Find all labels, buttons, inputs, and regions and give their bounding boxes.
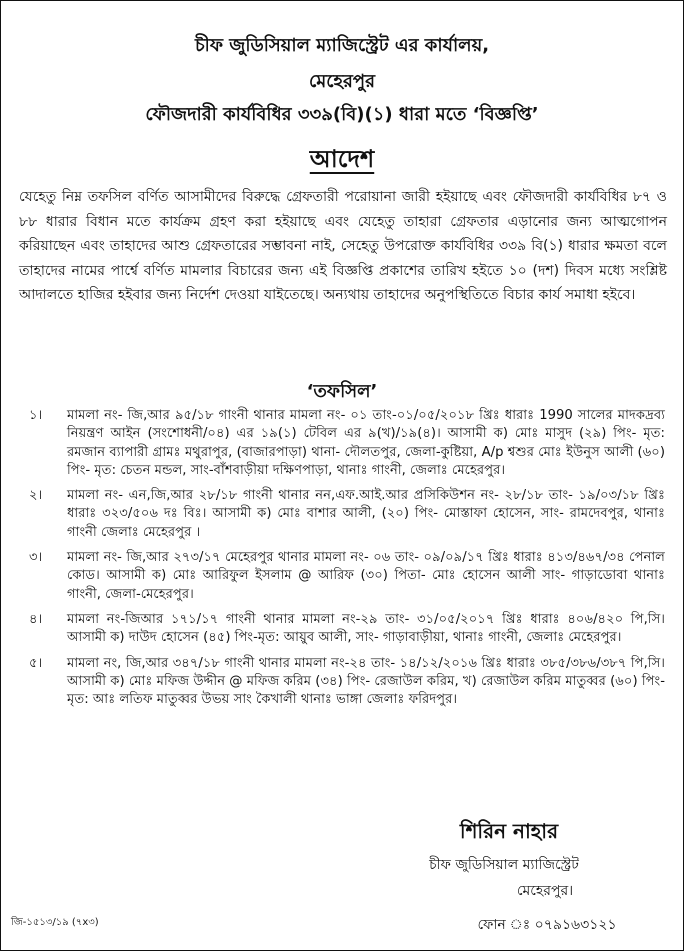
schedule-title: ‘তফসিল’ bbox=[306, 381, 378, 402]
case-number: ৩। bbox=[29, 550, 43, 566]
case-number: ২। bbox=[29, 488, 43, 504]
case-item bbox=[29, 407, 665, 480]
footer-code: জি-১৫১৩/১৯ (৭x৩) bbox=[11, 917, 99, 928]
order-title-text: আদেশ bbox=[309, 145, 375, 173]
signatory-designation: চীফ জুডিসিয়াল ম্যাজিস্ট্রেট bbox=[429, 857, 579, 873]
case-item bbox=[29, 549, 665, 604]
office-heading: চীফ জুডিসিয়াল ম্যাজিস্ট্রেট এর কার্যালয়, bbox=[194, 35, 490, 56]
case-list bbox=[29, 407, 665, 716]
case-number: ৪। bbox=[29, 611, 43, 627]
order-title bbox=[1, 141, 683, 181]
signatory-name: শিরিন নাহার bbox=[459, 819, 559, 843]
signatory-place: মেহেরপুর। bbox=[516, 883, 574, 899]
case-item bbox=[29, 487, 665, 542]
case-text: মামলা নং, জি,আর ৩৪৭/১৮ গাংনী থানার মামলা নং-২৪ তাং- ১৪/১২/২০১৬ খ্রিঃ ধারাঃ ৩৮৫/৩৮৬/৩৮৭ পি,সি। আসামী ক) মোঃ মফিজ উদ্দীন @ মফিজ করিম (৩৪) পিং- রেজাউল করিম, খ) রেজাউল করিম মাতুব্বর (৬০) পিং- মৃত: আঃ লতিফ মাতুব্বর উভয় সাং কৈখালী থানাঃ ভাঙ্গা জেলাঃ ফরিদপুর। bbox=[67, 655, 665, 708]
case-text: মামলা নং- এন,জি,আর ২৮/১৮ গাংনী থানার নন,এফ.আই.আর প্রসিকিউশন নং- ২৮/১৮ তাং- ১৯/০৩/১৮ খ্রিঃ ধারাঃ ৩২৩/৫০৬ দঃ বিঃ। আসামী ক) মোঃ বাশার আলী, (২০) পিং- মোস্তাফা হোসেন, সাং- রামদেবপুর, থানাঃ গাংনী জেলাঃ মেহেরপুর । bbox=[67, 488, 665, 540]
case-number: ১। bbox=[29, 408, 43, 423]
case-number: ৫। bbox=[29, 655, 43, 671]
case-text: মামলা নং-জিআর ১৭১/১৭ গাংনী থানার মামলা নং-২৯ তাং- ৩১/০৫/২০১৭ খ্রিঃ ধারাঃ ৪০৬/৪২০ পি,সি। আসামী ক) দাউদ হোসেন (৪৫) পিং-মৃত: আয়ুব আলী, সাং- গাড়াবাড়ীয়া, থানাঃ গাংনী, জেলাঃ মেহেরপুর। bbox=[67, 611, 665, 646]
phone-number: ফোন ঃ ০৭৯১৬৩১২১ bbox=[477, 917, 617, 933]
notice-heading: ফৌজদারী কার্যবিধির ৩৩৯(বি)(১) ধারা মতে ‘বিজ্ঞপ্তি’ bbox=[145, 104, 539, 125]
case-text: মামলা নং- জি,আর ২৭৩/১৭ মেহেরপুর থানার মামলা নং- ০৬ তাং- ০৯/০৯/১৭ খ্রিঃ ধারাঃ ৪১৩/৪৬৭/৩৪ পেনাল কোড। আসামী ক) মোঃ আরিফুল ইসলাম @ আরিফ (৩০) পিতা- মোঃ হোসেন আলী সাং- গাড়াডোবা থানাঃ গাংনী, জেলা-মেহেরপুর। bbox=[67, 550, 665, 602]
intro-paragraph: যেহেতু নিম্ন তফসিল বর্ণিত আসামীদের বিরুদ্ধে গ্রেফতারী পরোয়ানা জারী হইয়াছে এবং ফৌজদারী কার্যবিধির ৮৭ ও ৮৮ ধারার বিধান মতে কার্যক্রম গ্রহণ করা হইয়াছে এবং যেহেতু তাহারা গ্রেফতার এড়ানোর জন্য আত্মগোপন করিয়াছেন এবং তাহাদের আশু গ্রেফতারের সম্ভাবনা নাই, সেহেতু উপরোক্ত কার্যবিধির ৩৩৯ বি(১) ধারার ক্ষমতা বলে তাহাদের নামের পার্শ্বে বর্ণিত মামলার বিচারের জন্য এই বিজ্ঞপ্তি প্রকাশের তারিখ হইতে ১০ (দশ) দিবস মধ্যে সংশ্লিষ্ট আদালতে হাজির হইবার জন্য নির্দেশ দেওয়া যাইতেছে। অন্যথায় তাহাদের অনুপস্থিতিতে বিচার কার্য সমাধা হইবে। bbox=[19, 189, 667, 304]
place-heading: মেহেরপুর bbox=[308, 71, 375, 92]
case-text: মামলা নং- জি,আর ৯৫/১৮ গাংনী থানার মামলা নং- ০১ তাং-০১/০৫/২০১৮ খ্রিঃ ধারাঃ 1990 সালের মাদকদ্রব্য নিয়ন্ত্রণ আইন (সংশোধনী/০৪) এর ১৯(১) টেবিল এর ৯(খ)/১৯(৪)। আসামী ক) মোঃ মাসুদ (২৯) পিং- মৃত: রমজান ব্যাপারী গ্রামঃ মথুরাপুর, (বাজারপাড়া) থানা- দৌলতপুর, জেলা-কুষ্টিয়া, A/p শ্বশুর মোঃ ইউনুস আলী (৬০) পিং- মৃত: চেতন মন্ডল, সাং-বাঁশবাড়ীয়া দক্ষিণপাড়া, থানাঃ গাংনী, জেলাঃ মেহেরপুর। bbox=[67, 408, 665, 478]
case-item bbox=[29, 611, 665, 648]
case-item bbox=[29, 655, 665, 710]
